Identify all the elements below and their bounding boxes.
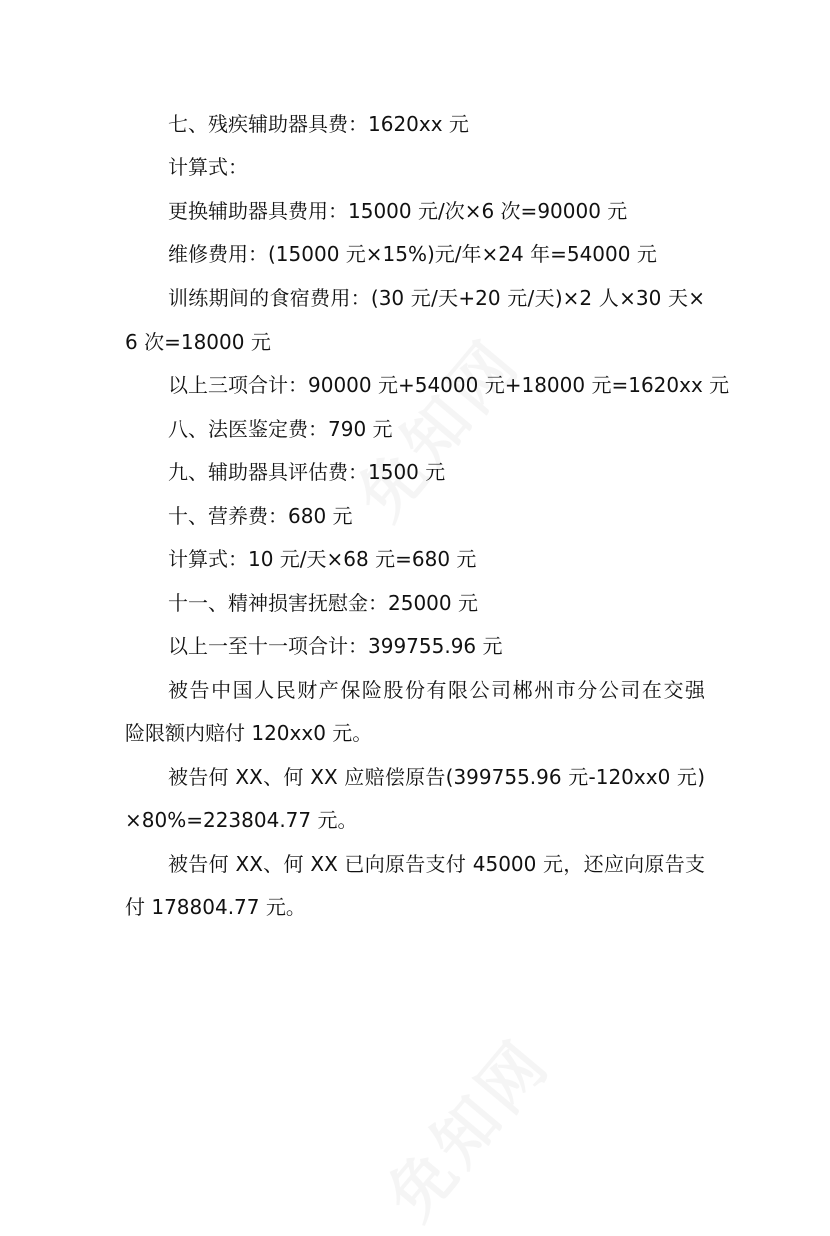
- formula-line: 训练期间的食宿费用：(30 元/天+20 元/天)×2 人×30 天×: [168, 286, 705, 310]
- formula-line: 维修费用：(15000 元×15%)元/年×24 年=54000 元: [168, 242, 657, 266]
- total-line: 以上一至十一项合计：399755.96 元: [168, 634, 503, 658]
- formula-line: 更换辅助器具费用：15000 元/次×6 次=90000 元: [168, 199, 628, 223]
- formula-line: 计算式：10 元/天×68 元=680 元: [168, 547, 477, 571]
- paragraph-line: 被告何 XX、何 XX 已向原告支付 45000 元，还应向原告支: [168, 852, 705, 876]
- paragraph-line: 被告何 XX、何 XX 应赔偿原告(399755.96 元-120xx0 元): [168, 765, 705, 789]
- section-9-heading: 九、辅助器具评估费：1500 元: [168, 460, 446, 484]
- paragraph-line-continued: 付 178804.77 元。: [125, 895, 306, 919]
- formula-label: 计算式：: [168, 155, 248, 179]
- paragraph-line: 被告中国人民财产保险股份有限公司郴州市分公司在交强: [168, 678, 705, 702]
- formula-line-continued: 6 次=18000 元: [125, 330, 271, 354]
- section-11-heading: 十一、精神损害抚慰金：25000 元: [168, 591, 478, 615]
- section-10-heading: 十、营养费：680 元: [168, 504, 353, 528]
- subtotal-line: 以上三项合计：90000 元+54000 元+18000 元=1620xx 元: [168, 373, 730, 397]
- paragraph-line-continued: 险限额内赔付 120xx0 元。: [125, 721, 373, 745]
- paragraph-line-continued: ×80%=223804.77 元。: [125, 808, 358, 832]
- watermark: [362, 1016, 567, 1236]
- section-8-heading: 八、法医鉴定费：790 元: [168, 417, 393, 441]
- section-7-heading: 七、残疾辅助器具费：1620xx 元: [168, 112, 469, 136]
